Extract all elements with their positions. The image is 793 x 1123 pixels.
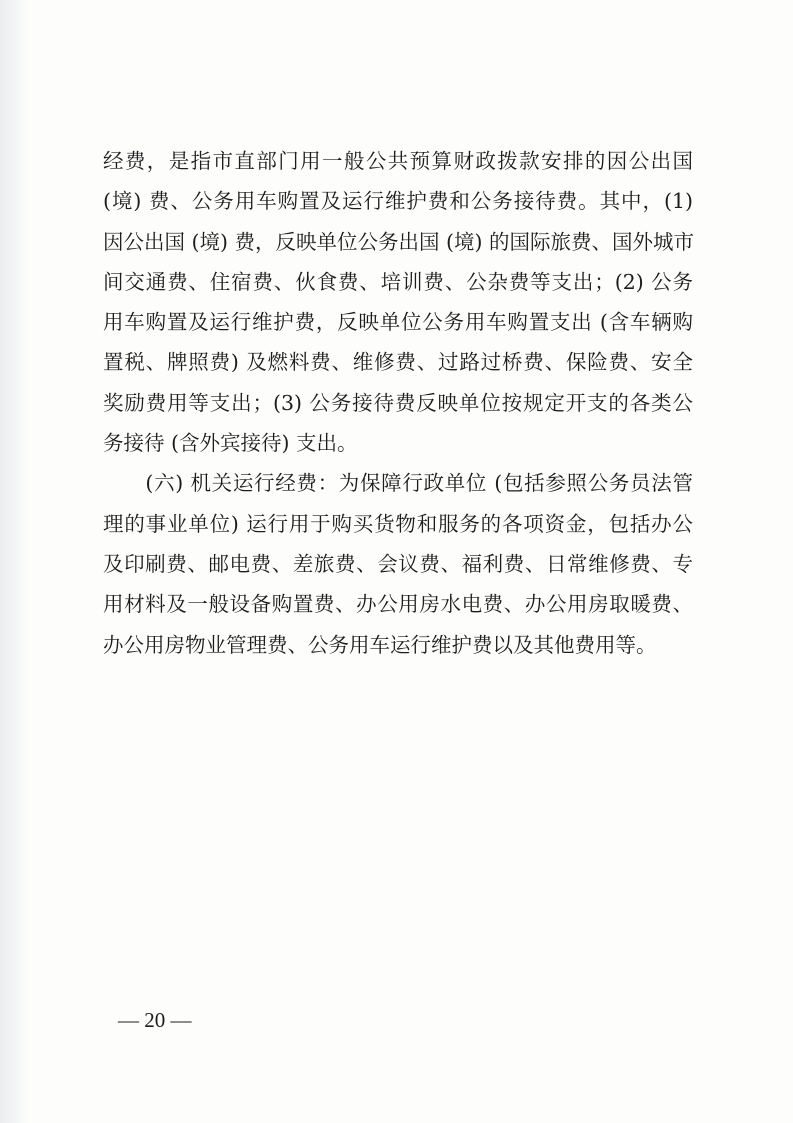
text-line: 理的事业单位) 运行用于购买货物和服务的各项资金，包括办公	[103, 511, 693, 536]
text-line: 用材料及一般设备购置费、办公用房水电费、办公用房取暖费、	[103, 592, 693, 617]
paragraph-2	[103, 463, 693, 664]
page-number: — 20 —	[118, 1008, 192, 1032]
text-line: 因公出国 (境) 费，反映单位公务出国 (境) 的国际旅费、国外城市	[103, 229, 695, 254]
text-line: 奖励费用等支出；(3) 公务接待费反映单位按规定开支的各类公	[103, 390, 693, 415]
text-line: 及印刷费、邮电费、差旅费、会议费、福利费、日常维修费、专	[103, 551, 693, 576]
body-text	[103, 141, 693, 665]
text-line: 办公用房物业管理费、公务用车运行维护费以及其他费用等。	[103, 632, 657, 657]
text-line: 间交通费、住宿费、伙食费、培训费、公杂费等支出；(2) 公务	[103, 269, 693, 294]
text-line: 经费，是指市直部门用一般公共预算财政拨款安排的因公出国	[103, 149, 693, 173]
text-line: (境) 费、公务用车购置及运行维护费和公务接待费。其中，(1)	[103, 189, 693, 214]
text-line: (六) 机关运行经费：为保障行政单位 (包括参照公务员法管	[103, 471, 693, 496]
text-line: 置税、牌照费) 及燃料费、维修费、过路过桥费、保险费、安全	[103, 350, 693, 375]
text-line: 务接待 (含外宾接待) 支出。	[103, 431, 358, 456]
text-line: 用车购置及运行维护费，反映单位公务用车购置支出 (含车辆购	[103, 310, 693, 335]
paragraph-1	[103, 141, 693, 463]
scan-edge-shade	[0, 0, 30, 1123]
